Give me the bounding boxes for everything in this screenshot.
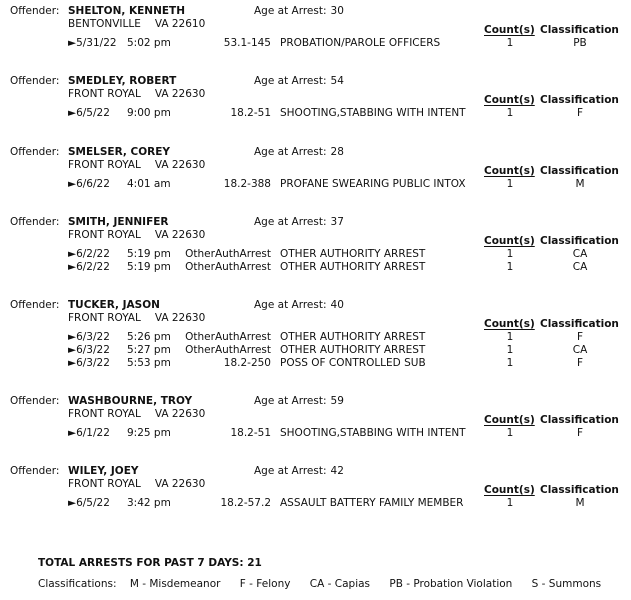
- charge-description: POSS OF CONTROLLED SUB: [280, 357, 426, 369]
- count-header: Count(s): [484, 484, 535, 496]
- offender-address: [68, 18, 205, 30]
- legend-item: M - Misdemeanor: [129, 578, 221, 590]
- offender-address: [68, 408, 205, 420]
- charge-code: OtherAuthArrest: [185, 344, 271, 356]
- count-header: Count(s): [484, 318, 535, 330]
- charge-code: 18.2-51: [230, 107, 271, 119]
- age-value: 40: [330, 299, 344, 311]
- charge-time: 5:02 pm: [127, 37, 171, 49]
- legend-item: PB - Probation Violation: [389, 578, 513, 590]
- charge-time: 5:19 pm: [127, 261, 171, 273]
- charge-row: [0, 107, 631, 121]
- offender-address: [68, 478, 205, 490]
- charge-count: 1: [506, 261, 514, 273]
- classification-legend: [38, 578, 617, 590]
- charge-date: ►6/3/22: [68, 331, 110, 343]
- age-label: Age at Arrest:: [254, 75, 327, 87]
- classification-header: Classification: [540, 414, 619, 426]
- offender-name: SHELTON, KENNETH: [68, 5, 186, 17]
- age-value: 28: [330, 146, 344, 158]
- charge-description: PROBATION/PAROLE OFFICERS: [280, 37, 441, 49]
- address-city: FRONT ROYAL: [68, 478, 141, 490]
- offender-label: Offender:: [10, 146, 60, 158]
- charge-date: ►6/1/22: [68, 427, 110, 439]
- charge-description: PROFANE SWEARING PUBLIC INTOX: [280, 178, 466, 190]
- charge-description: OTHER AUTHORITY ARREST: [280, 331, 426, 343]
- charge-time: 9:25 pm: [127, 427, 171, 439]
- charge-time: 3:42 pm: [127, 497, 171, 509]
- offender-label: Offender:: [10, 216, 60, 228]
- count-header: Count(s): [484, 94, 535, 106]
- charge-row: [0, 248, 631, 262]
- address-state-zip: VA 22630: [154, 408, 206, 420]
- charge-classification: M: [575, 497, 585, 509]
- classification-header: Classification: [540, 318, 619, 330]
- offender-address: [68, 88, 205, 100]
- offender-block: [0, 395, 631, 455]
- legend-item: CA - Capias: [309, 578, 371, 590]
- age-value: 30: [330, 5, 344, 17]
- count-header: Count(s): [484, 414, 535, 426]
- charge-classification: M: [575, 178, 585, 190]
- address-state-zip: VA 22630: [154, 88, 206, 100]
- age-label: Age at Arrest:: [254, 299, 327, 311]
- count-header: Count(s): [484, 24, 535, 36]
- total-arrests: [38, 557, 262, 569]
- charge-row: [0, 497, 631, 511]
- offender-address: [68, 159, 205, 171]
- age-value: 59: [330, 395, 344, 407]
- legend-label: Classifications:: [38, 578, 117, 590]
- address-city: FRONT ROYAL: [68, 229, 141, 241]
- charge-classification: CA: [572, 344, 588, 356]
- age-at-arrest: [254, 5, 344, 17]
- offender-block: [0, 5, 631, 65]
- charge-date: ►6/5/22: [68, 497, 110, 509]
- charge-description: OTHER AUTHORITY ARREST: [280, 344, 426, 356]
- offender-label: Offender:: [10, 299, 60, 311]
- charge-count: 1: [506, 331, 514, 343]
- address-state-zip: VA 22610: [154, 18, 206, 30]
- charge-time: 4:01 am: [127, 178, 171, 190]
- charge-count: 1: [506, 37, 514, 49]
- age-at-arrest: [254, 75, 344, 87]
- address-city: FRONT ROYAL: [68, 159, 141, 171]
- charge-date: ►6/2/22: [68, 261, 110, 273]
- offender-name: SMEDLEY, ROBERT: [68, 75, 177, 87]
- charge-count: 1: [506, 427, 514, 439]
- charge-date: ►6/3/22: [68, 344, 110, 356]
- charge-time: 9:00 pm: [127, 107, 171, 119]
- charge-time: 5:53 pm: [127, 357, 171, 369]
- age-at-arrest: [254, 299, 344, 311]
- charge-count: 1: [506, 357, 514, 369]
- offender-block: [0, 146, 631, 206]
- charge-row: [0, 344, 631, 358]
- charge-count: 1: [506, 178, 514, 190]
- address-city: BENTONVILLE: [68, 18, 141, 30]
- charge-code: 53.1-145: [223, 37, 271, 49]
- charge-row: [0, 357, 631, 371]
- charge-date: ►6/5/22: [68, 107, 110, 119]
- offender-name: SMELSER, COREY: [68, 146, 171, 158]
- age-label: Age at Arrest:: [254, 465, 327, 477]
- offender-address: [68, 229, 205, 241]
- charge-code: 18.2-57.2: [220, 497, 271, 509]
- charge-code: OtherAuthArrest: [185, 261, 271, 273]
- age-at-arrest: [254, 146, 344, 158]
- charge-description: ASSAULT BATTERY FAMILY MEMBER: [280, 497, 464, 509]
- charge-row: [0, 37, 631, 51]
- charge-code: 18.2-388: [223, 178, 271, 190]
- charge-code: OtherAuthArrest: [185, 331, 271, 343]
- classification-header: Classification: [540, 235, 619, 247]
- charge-count: 1: [506, 344, 514, 356]
- charge-date: ►6/3/22: [68, 357, 110, 369]
- classification-header: Classification: [540, 24, 619, 36]
- charge-classification: CA: [572, 261, 588, 273]
- charge-row: [0, 427, 631, 441]
- total-label: TOTAL ARRESTS FOR PAST 7 DAYS:: [38, 557, 244, 569]
- charge-date: ►5/31/22: [68, 37, 117, 49]
- age-label: Age at Arrest:: [254, 5, 327, 17]
- age-value: 54: [330, 75, 344, 87]
- classification-header: Classification: [540, 165, 619, 177]
- age-label: Age at Arrest:: [254, 146, 327, 158]
- charge-description: OTHER AUTHORITY ARREST: [280, 261, 426, 273]
- classification-header: Classification: [540, 94, 619, 106]
- offender-block: [0, 216, 631, 276]
- charge-classification: F: [576, 357, 584, 369]
- charge-count: 1: [506, 107, 514, 119]
- age-value: 42: [330, 465, 344, 477]
- address-state-zip: VA 22630: [154, 229, 206, 241]
- offender-label: Offender:: [10, 5, 60, 17]
- total-value: 21: [247, 557, 262, 569]
- charge-count: 1: [506, 248, 514, 260]
- charge-classification: CA: [572, 248, 588, 260]
- offender-label: Offender:: [10, 75, 60, 87]
- age-at-arrest: [254, 395, 344, 407]
- offender-name: WILEY, JOEY: [68, 465, 139, 477]
- address-state-zip: VA 22630: [154, 159, 206, 171]
- charge-row: [0, 178, 631, 192]
- charge-time: 5:26 pm: [127, 331, 171, 343]
- charge-classification: F: [576, 107, 584, 119]
- charge-classification: F: [576, 331, 584, 343]
- charge-code: 18.2-250: [223, 357, 271, 369]
- address-city: FRONT ROYAL: [68, 88, 141, 100]
- age-value: 37: [330, 216, 344, 228]
- age-label: Age at Arrest:: [254, 395, 327, 407]
- charge-classification: PB: [573, 37, 587, 49]
- charge-description: SHOOTING,STABBING WITH INTENT: [280, 427, 466, 439]
- count-header: Count(s): [484, 165, 535, 177]
- offender-block: [0, 75, 631, 135]
- charge-description: SHOOTING,STABBING WITH INTENT: [280, 107, 466, 119]
- charge-time: 5:19 pm: [127, 248, 171, 260]
- count-header: Count(s): [484, 235, 535, 247]
- legend-item: S - Summons: [531, 578, 602, 590]
- charge-code: 18.2-51: [230, 427, 271, 439]
- offender-name: WASHBOURNE, TROY: [68, 395, 193, 407]
- charge-date: ►6/2/22: [68, 248, 110, 260]
- offender-label: Offender:: [10, 465, 60, 477]
- offender-address: [68, 312, 205, 324]
- charge-code: OtherAuthArrest: [185, 248, 271, 260]
- offender-name: SMITH, JENNIFER: [68, 216, 169, 228]
- age-label: Age at Arrest:: [254, 216, 327, 228]
- offender-label: Offender:: [10, 395, 60, 407]
- charge-time: 5:27 pm: [127, 344, 171, 356]
- age-at-arrest: [254, 216, 344, 228]
- offender-block: [0, 299, 631, 369]
- charge-classification: F: [576, 427, 584, 439]
- offender-block: [0, 465, 631, 525]
- address-city: FRONT ROYAL: [68, 408, 141, 420]
- charge-date: ►6/6/22: [68, 178, 110, 190]
- address-state-zip: VA 22630: [154, 312, 206, 324]
- address-state-zip: VA 22630: [154, 478, 206, 490]
- charge-row: [0, 261, 631, 275]
- charge-row: [0, 331, 631, 345]
- charge-description: OTHER AUTHORITY ARREST: [280, 248, 426, 260]
- age-at-arrest: [254, 465, 344, 477]
- address-city: FRONT ROYAL: [68, 312, 141, 324]
- legend-item: F - Felony: [239, 578, 291, 590]
- charge-count: 1: [506, 497, 514, 509]
- classification-header: Classification: [540, 484, 619, 496]
- offender-name: TUCKER, JASON: [68, 299, 160, 311]
